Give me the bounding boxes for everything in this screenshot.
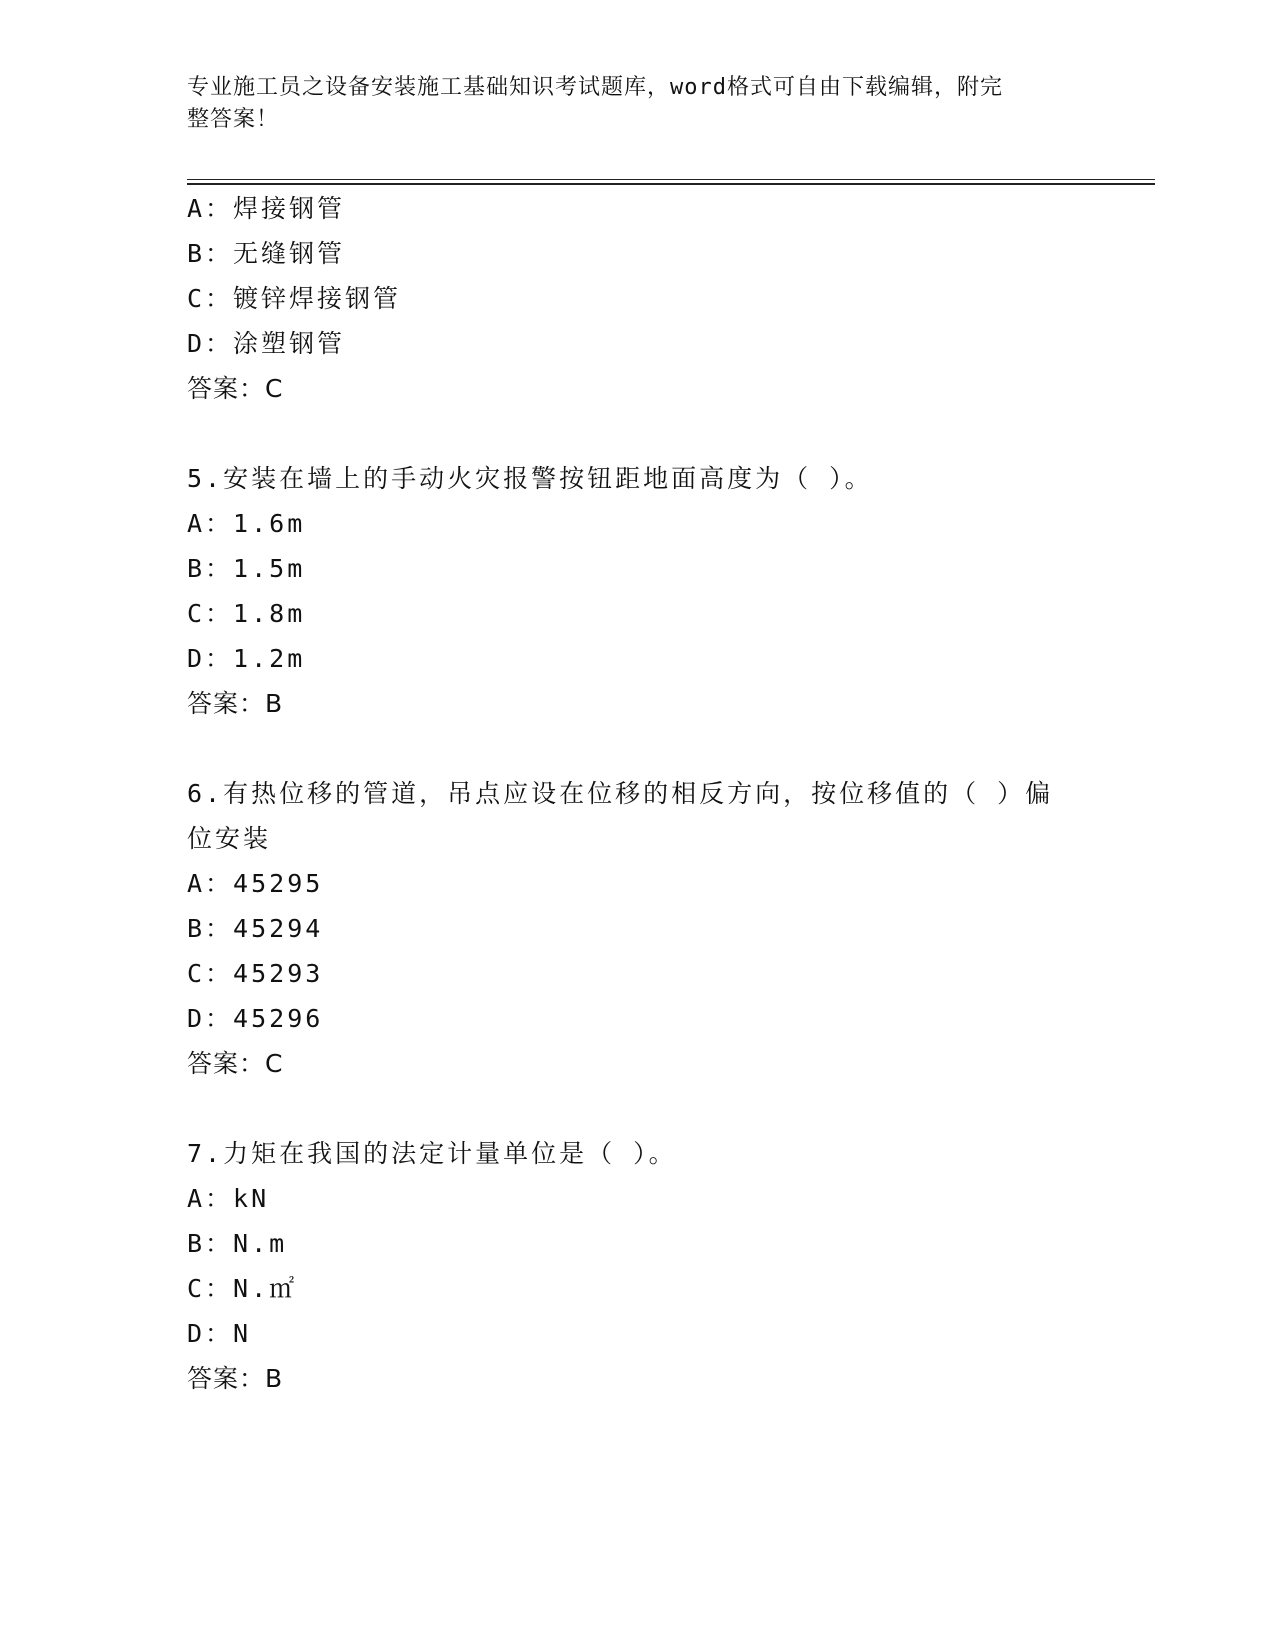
q5-option-b: B：1.5m — [187, 554, 306, 583]
q7-answer: 答案：B — [187, 1364, 284, 1393]
header-divider-thin — [187, 179, 1155, 180]
header-line-2: 整答案！ — [187, 107, 280, 132]
q4-option-d: D：涂塑钢管 — [187, 329, 346, 358]
q4-option-b: B：无缝钢管 — [187, 239, 346, 268]
q4-option-c: C：镀锌焊接钢管 — [187, 284, 402, 313]
q5-answer: 答案：B — [187, 689, 284, 718]
q7-option-c: C：N.㎡ — [187, 1274, 298, 1303]
q5-option-a: A：1.6m — [187, 509, 306, 538]
q6-option-b: B：45294 — [187, 914, 324, 943]
header-divider-thick — [187, 183, 1155, 185]
q4-answer: 答案：C — [187, 374, 284, 403]
q6-question-line-2: 位安装 — [187, 824, 272, 853]
q6-option-d: D：45296 — [187, 1004, 324, 1033]
q5-question: 5.安装在墙上的手动火灾报警按钮距地面高度为（ ）。 — [187, 464, 873, 493]
header-line-1: 专业施工员之设备安装施工基础知识考试题库，word格式可自由下载编辑，附完 — [187, 75, 1003, 100]
q4-option-a: A：焊接钢管 — [187, 194, 346, 223]
q7-option-b: B：N.m — [187, 1229, 288, 1258]
q7-option-a: A：kN — [187, 1184, 270, 1213]
q7-option-d: D：N — [187, 1319, 252, 1348]
q5-option-c: C：1.8m — [187, 599, 306, 628]
q6-option-c: C：45293 — [187, 959, 324, 988]
document-header — [187, 72, 1067, 136]
q6-answer: 答案：C — [187, 1049, 284, 1078]
q5-option-d: D：1.2m — [187, 644, 306, 673]
q6-question-line-1: 6.有热位移的管道，吊点应设在位移的相反方向，按位移值的（ ）偏 — [187, 779, 1054, 808]
q6-option-a: A：45295 — [187, 869, 324, 898]
q7-question: 7.力矩在我国的法定计量单位是（ ）。 — [187, 1139, 677, 1168]
